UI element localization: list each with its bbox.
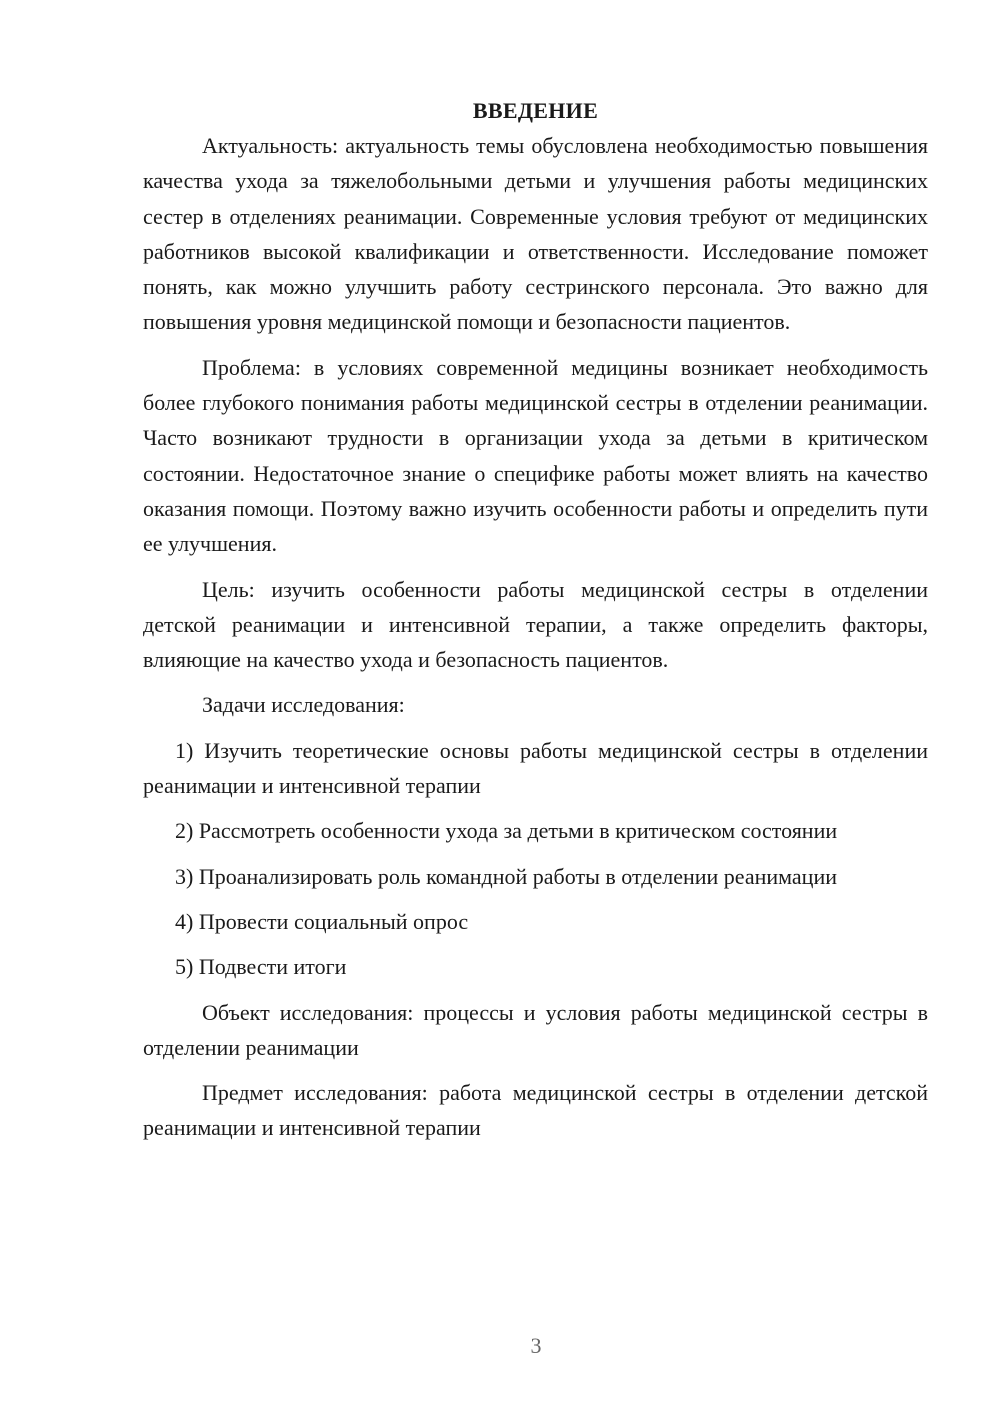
page-number: 3 [530,1333,542,1358]
subject-paragraph: Предмет исследования: работа медицинской сестры в отделении детской реанимации и интенсивной терапии [143,1080,928,1141]
relevance-paragraph: Актуальность: актуальность темы обусловлена необходимостью повышения качества ухода за тяжелобольными детьми и улучшения работы медицинских сестер в отделениях реанимации. Современные условия требуют от медицинских работников высокой квалификации и ответственности. Исследование поможет понять, как можно улучшить работу сестринского персонала. Это важно для повышения уровня медицинской помощи и безопасности пациентов. [143,133,928,335]
task-item-3: 3) Проанализировать роль командной работы в отделении реанимации [175,863,837,889]
task-item-4: 4) Провести социальный опрос [175,908,469,934]
task-item-1: 1) Изучить теоретические основы работы медицинской сестры в отделении реанимации и интенсивной терапии [143,737,928,799]
section-title: ВВЕДЕНИЕ [472,98,599,123]
task-item-5: 5) Подвести итоги [175,954,347,980]
tasks-heading: Задачи исследования: [202,692,405,718]
task-item-2: 2) Рассмотреть особенности ухода за детьми в критическом состоянии [175,818,838,844]
object-paragraph: Объект исследования: процессы и условия работы медицинской сестры в отделении реанимации [143,999,928,1060]
problem-paragraph: Проблема: в условиях современной медицины возникает необходимость более глубокого понимания работы медицинской сестры в отделении реанимации. Часто возникают трудности в организации ухода за детьми в критическом состоянии. Недостаточное знание о специфике работы может влиять на качество оказания помощи. Поэтому важно изучить особенности работы и определить пути ее улучшения. [143,354,928,557]
document-page [143,93,928,1156]
goal-paragraph: Цель: изучить особенности работы медицинской сестры в отделении детской реанимации и интенсивной терапии, а также определить факторы, влияющие на качество ухода и безопасность пациентов. [143,576,928,673]
